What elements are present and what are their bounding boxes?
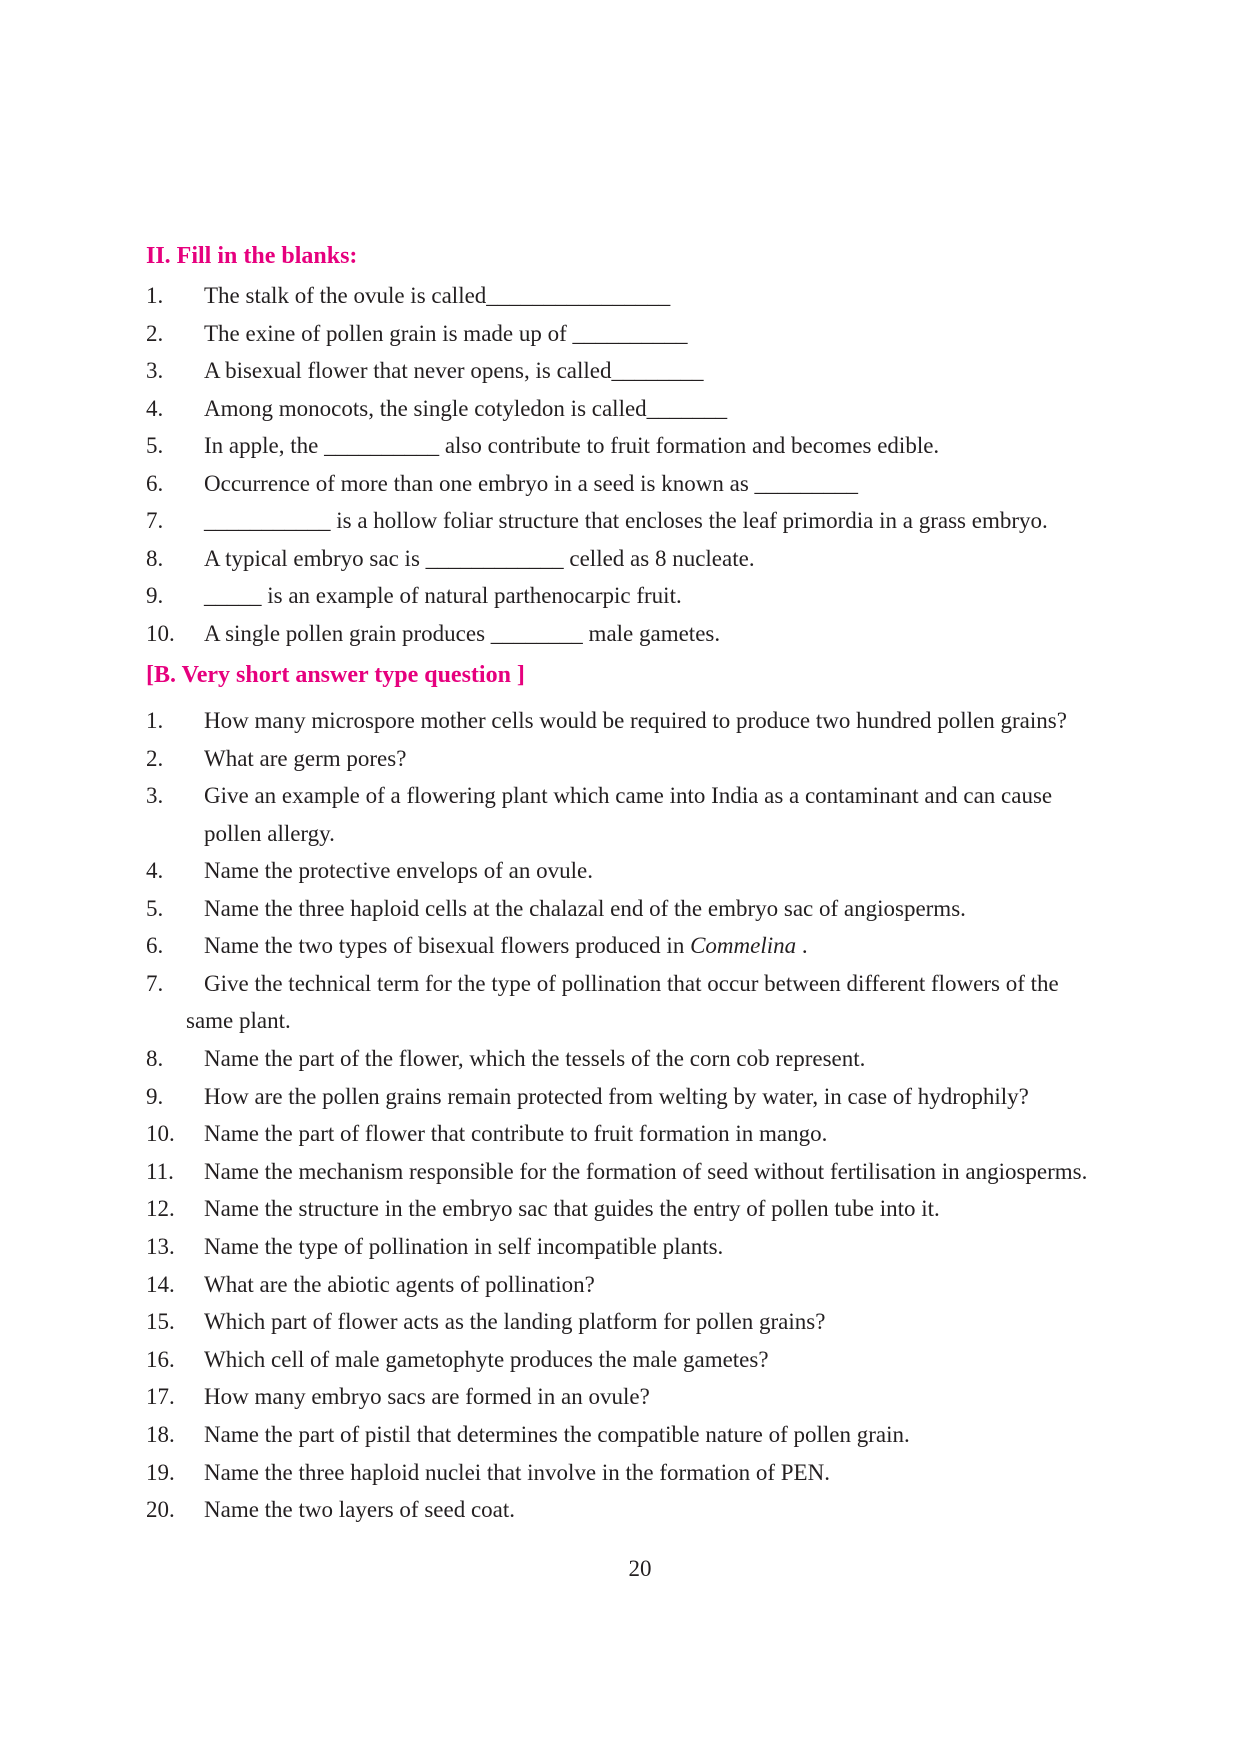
item-text: Name the three haploid cells at the chalazal end of the embryo sac of angiosperms. (204, 895, 966, 921)
item-text: Name the three haploid nuclei that involve in the formation of PEN. (204, 1459, 830, 1485)
item-number: 3. (146, 783, 164, 809)
item-text: The exine of pollen grain is made up of __________ (204, 320, 688, 346)
item-number: 4. (146, 395, 164, 421)
item-text: Name the part of the flower, which the tessels of the corn cob represent. (204, 1045, 866, 1071)
list-item (146, 856, 1146, 894)
item-number: 8. (146, 1045, 164, 1071)
item-text (204, 931, 808, 961)
item-number: 20. (146, 1497, 175, 1523)
item-number: 15. (146, 1309, 175, 1335)
section-heading-very-short-answer: [B. Very short answer type question ] (146, 662, 525, 688)
item-text: In apple, the __________ also contribute to fruit formation and becomes edible. (204, 433, 940, 458)
item-text: Give the technical term for the type of pollination that occur between different flowers of the (204, 970, 1059, 996)
very-short-answer-list (146, 706, 1146, 1533)
list-item (146, 619, 1146, 657)
item-text: Name the structure in the embryo sac that guides the entry of pollen tube into it. (204, 1196, 940, 1222)
item-text: What are the abiotic agents of pollination? (204, 1271, 595, 1297)
item-number: 2. (146, 745, 164, 771)
list-item (146, 894, 1146, 932)
item-text-before: Name the two types of bisexual flowers produced in (204, 933, 691, 959)
list-item (146, 1495, 1146, 1533)
item-number: 14. (146, 1271, 175, 1297)
list-item (146, 356, 1146, 394)
item-text: A typical embryo sac is ____________ celled as 8 nucleate. (204, 545, 755, 571)
item-text-after: . (796, 933, 808, 959)
item-number: 7. (146, 508, 164, 533)
item-number: 1. (146, 283, 164, 308)
item-number: 18. (146, 1421, 175, 1447)
item-text: Name the mechanism responsible for the formation of seed without fertilisation in angiosperms. (204, 1158, 1088, 1184)
list-item (146, 706, 1146, 744)
species-name: Commelina (690, 933, 797, 959)
list-item (146, 431, 1146, 469)
list-item (146, 469, 1146, 507)
item-text: _____ is an example of natural parthenocarpic fruit. (204, 583, 682, 608)
item-number: 10. (146, 620, 175, 646)
item-text: Name the protective envelops of an ovule. (204, 858, 593, 884)
item-text-continuation: same plant. (186, 1008, 291, 1034)
item-text: A single pollen grain produces ________ male gametes. (204, 620, 721, 646)
list-item (146, 1345, 1146, 1383)
section-heading-fill-in-the-blanks: II. Fill in the blanks: (146, 243, 358, 269)
list-item (146, 394, 1146, 432)
item-text-continuation: pollen allergy. (204, 820, 335, 846)
list-item (146, 1382, 1146, 1420)
item-text: Name the two layers of seed coat. (204, 1497, 516, 1523)
item-number: 5. (146, 895, 164, 921)
list-item (146, 931, 1146, 969)
item-text: Occurrence of more than one embryo in a seed is known as _________ (204, 470, 859, 496)
item-text: ___________ is a hollow foliar structure that encloses the leaf primordia in a grass embryo. (204, 508, 1048, 533)
item-text: Name the part of flower that contribute to fruit formation in mango. (204, 1121, 828, 1147)
list-item (146, 1270, 1146, 1308)
item-number: 17. (146, 1384, 175, 1410)
item-text: A bisexual flower that never opens, is called________ (204, 358, 704, 383)
list-item (146, 1157, 1146, 1195)
list-item (146, 506, 1146, 544)
item-number: 5. (146, 433, 164, 458)
item-number: 19. (146, 1459, 175, 1485)
item-number: 13. (146, 1233, 175, 1259)
list-item (146, 1119, 1146, 1157)
item-number: 6. (146, 933, 164, 959)
list-item (146, 1458, 1146, 1496)
item-text: The stalk of the ovule is called________________ (204, 283, 671, 308)
list-item (146, 1082, 1146, 1120)
item-number: 1. (146, 708, 164, 733)
item-text: Name the type of pollination in self incompatible plants. (204, 1233, 724, 1259)
list-item (146, 1232, 1146, 1270)
list-item (146, 969, 1146, 1044)
list-item (146, 1194, 1146, 1232)
item-number: 8. (146, 545, 164, 571)
item-text: Which cell of male gametophyte produces the male gametes? (204, 1346, 769, 1372)
list-item (146, 1307, 1146, 1345)
item-text: How many embryo sacs are formed in an ovule? (204, 1384, 650, 1410)
item-text: How many microspore mother cells would be required to produce two hundred pollen grains? (204, 708, 1067, 733)
item-number: 12. (146, 1196, 175, 1222)
item-number: 11. (146, 1158, 174, 1184)
item-text: What are germ pores? (204, 745, 407, 771)
item-number: 9. (146, 583, 164, 608)
list-item (146, 744, 1146, 782)
page-number: 20 (628, 1556, 652, 1581)
item-text: Which part of flower acts as the landing platform for pollen grains? (204, 1309, 826, 1335)
list-item (146, 281, 1146, 319)
list-item (146, 544, 1146, 582)
list-item (146, 1044, 1146, 1082)
item-number: 16. (146, 1346, 175, 1372)
fill-in-the-blanks-list (146, 281, 1146, 656)
item-text: Among monocots, the single cotyledon is called_______ (204, 395, 728, 421)
list-item (146, 581, 1146, 619)
list-item (146, 319, 1146, 357)
item-text: Name the part of pistil that determines the compatible nature of pollen grain. (204, 1421, 910, 1447)
item-number: 3. (146, 358, 164, 383)
item-number: 6. (146, 470, 164, 496)
item-number: 2. (146, 320, 164, 346)
list-item (146, 781, 1146, 856)
item-number: 10. (146, 1121, 175, 1147)
item-text: How are the pollen grains remain protected from welting by water, in case of hydrophily? (204, 1083, 1029, 1109)
item-number: 9. (146, 1083, 164, 1109)
item-number: 7. (146, 970, 164, 996)
item-number: 4. (146, 858, 164, 884)
item-text: Give an example of a flowering plant which came into India as a contaminant and can cause (204, 783, 1053, 809)
list-item (146, 1420, 1146, 1458)
